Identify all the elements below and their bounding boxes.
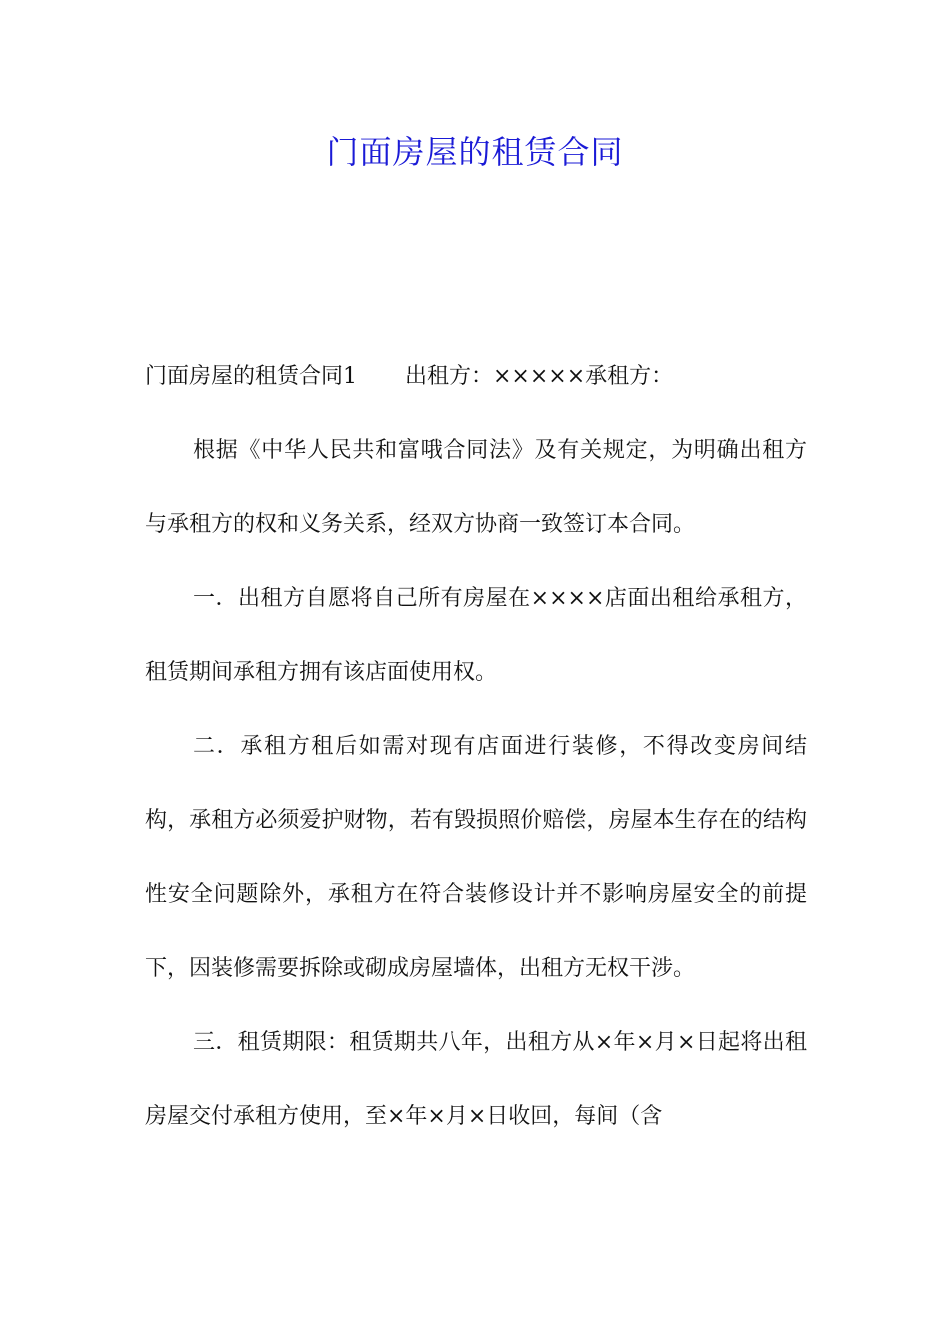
- parties-line: 出租方：×××××承租方：: [405, 364, 674, 389]
- paragraph-clause-2: 二．承租方租后如需对现有店面进行装修，不得改变房间结构，承租方必须爱护财物，若有毁损照价赔偿，房屋本生存在的结构性安全问题除外，承租方在符合装修设计并不影响房屋安全的前提下，因装修需要拆除或砌成房屋墙体，出租方无权干涉。: [145, 734, 807, 981]
- intro-line: [145, 340, 807, 414]
- document-body: [145, 340, 807, 1154]
- paragraph-preamble: 根据《中华人民共和富哦合同法》及有关规定，为明确出租方与承租方的权和义务关系，经双方协商一致签订本合同。: [145, 438, 807, 537]
- contract-heading: 门面房屋的租赁合同1: [145, 364, 357, 389]
- paragraph-clause-1: 一．出租方自愿将自己所有房屋在××××店面出租给承租方，租赁期间承租方拥有该店面使用权。: [145, 586, 807, 685]
- paragraph-clause-3: 三．租赁期限：租赁期共八年，出租方从×年×月×日起将出租房屋交付承租方使用，至×年×月×日收回，每间（含: [145, 1030, 807, 1129]
- document-title: 门面房屋的租赁合同: [326, 133, 624, 171]
